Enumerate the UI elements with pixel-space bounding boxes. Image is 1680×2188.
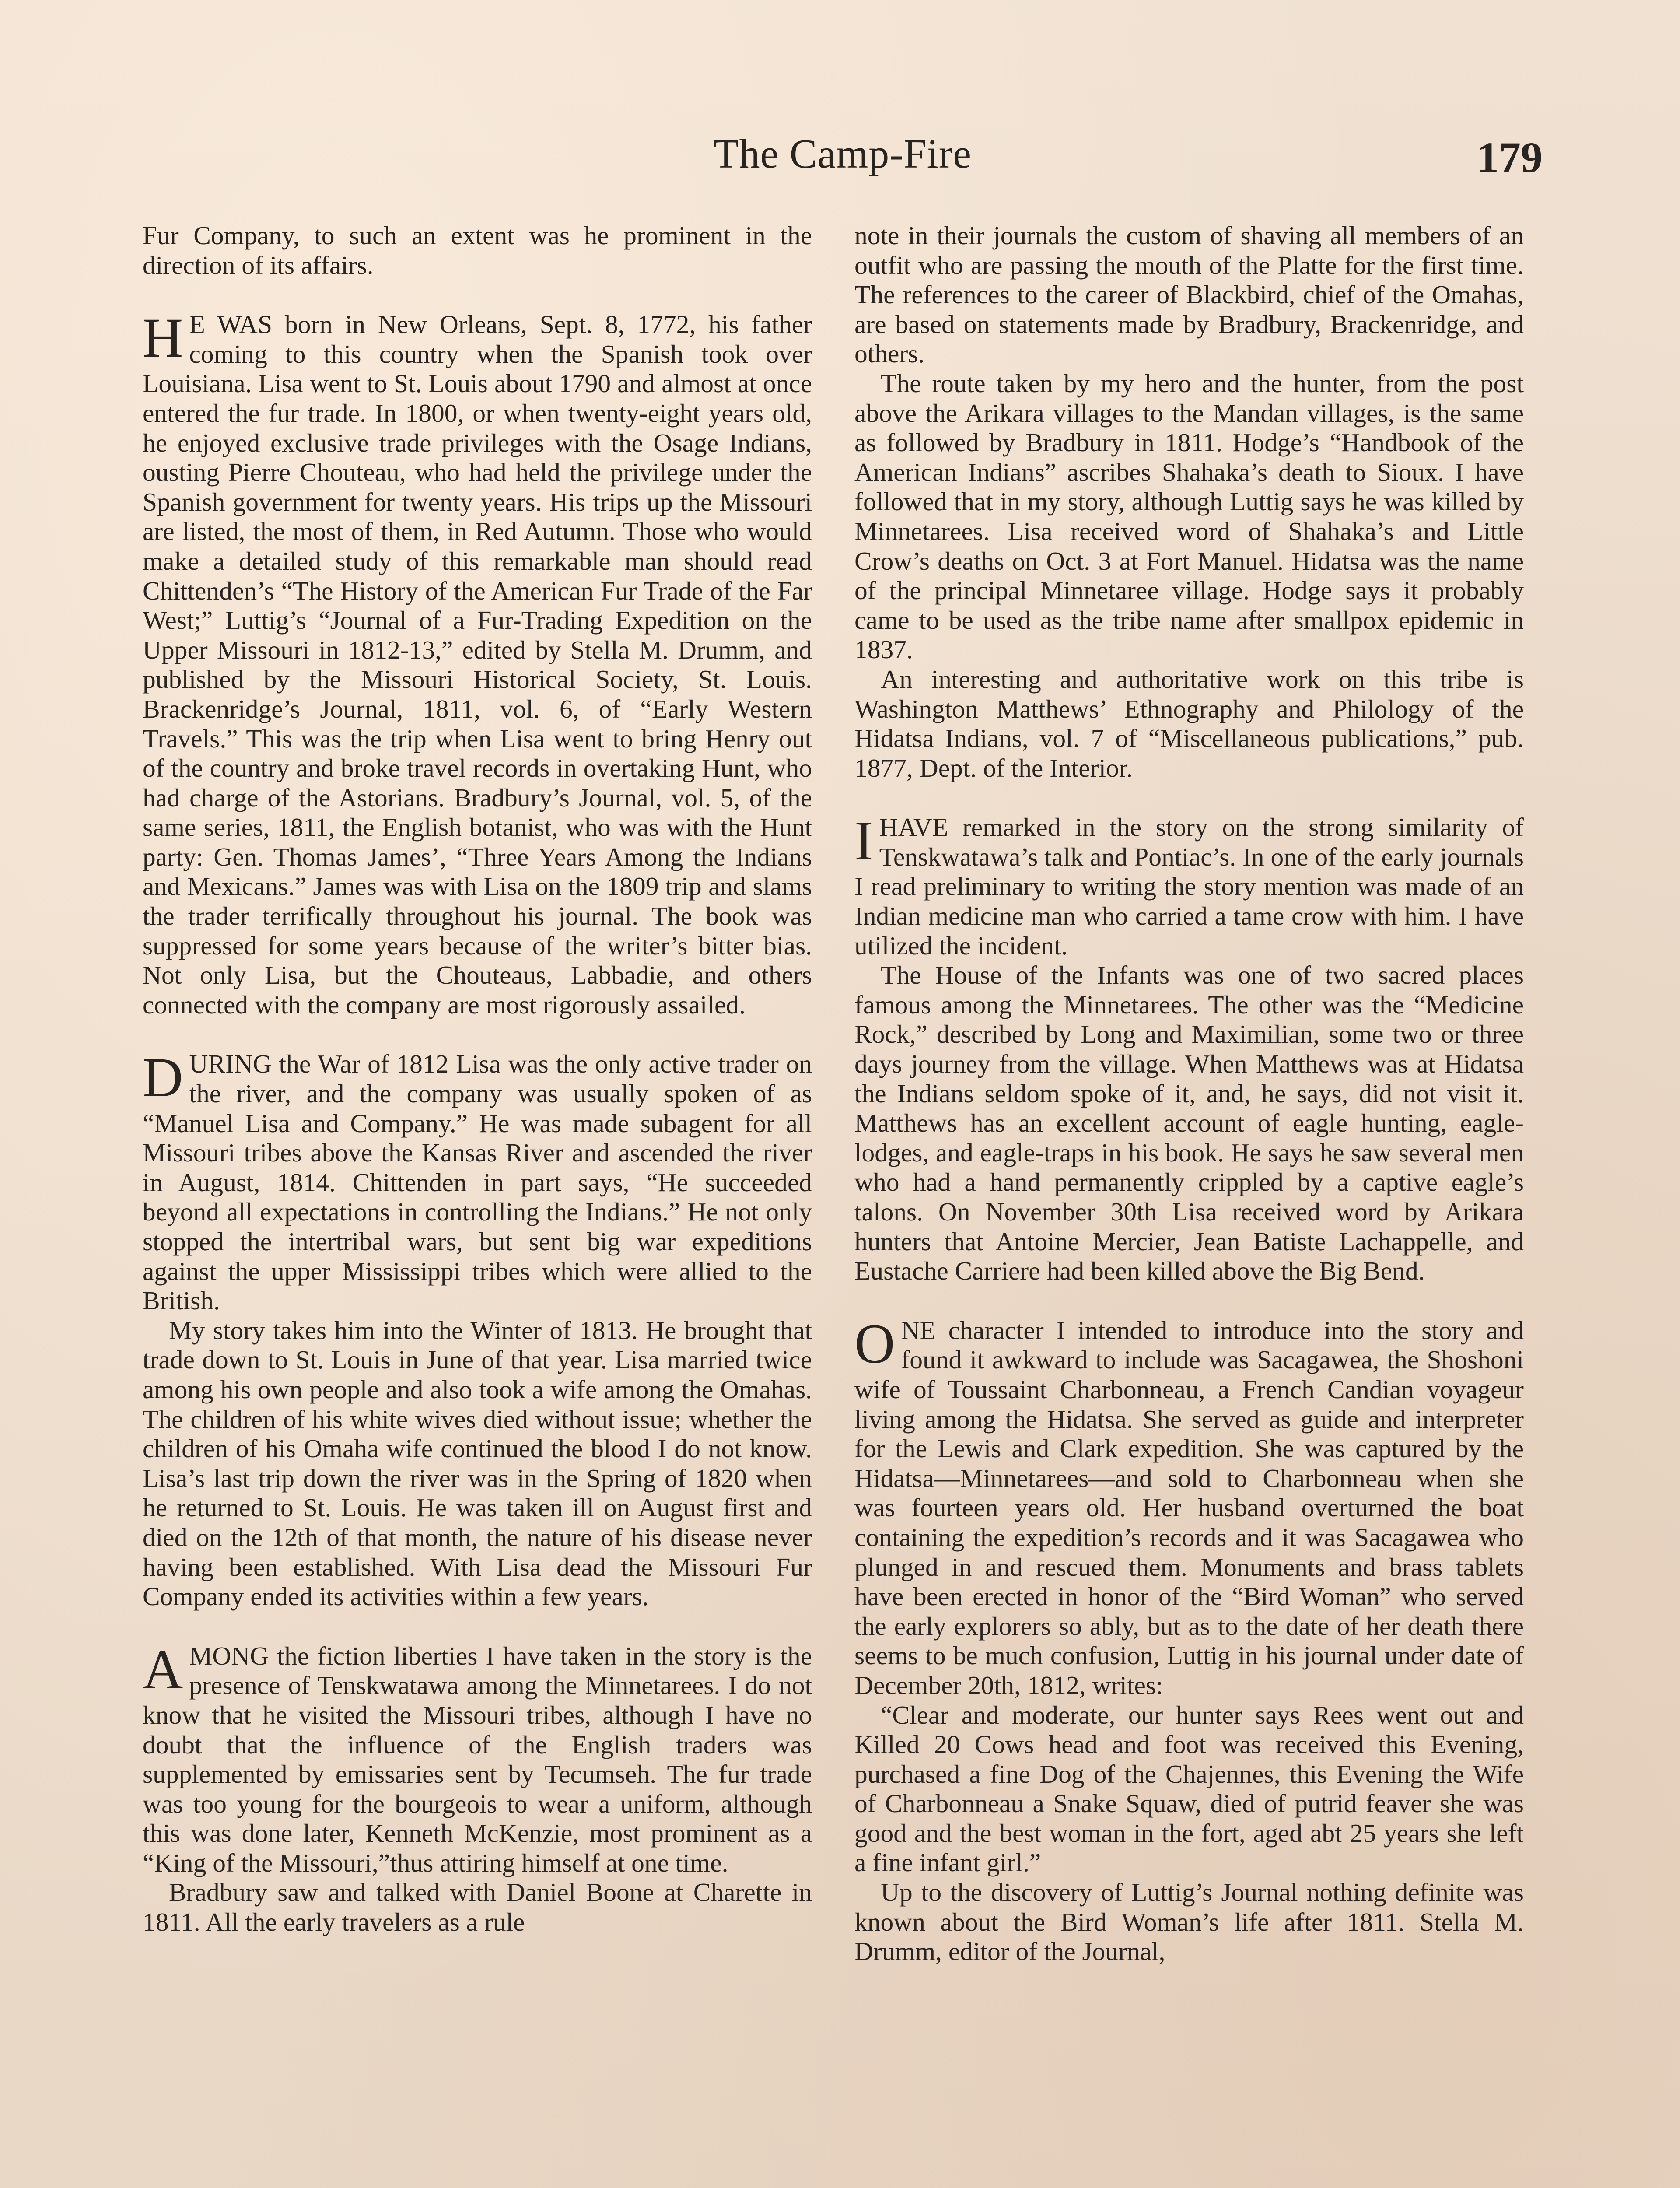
paragraph-text: Fur Company, to such an extent was he prominent in the direction of its affairs. [143,221,812,280]
paragraph [143,1046,812,1315]
paragraph [143,1316,812,1612]
paragraph-text: MONG the fiction liberties I have taken in the story is the presence of Tenskwatawa among the Minnetarees. I do not know that he visited the Missouri tribes, although I have no doubt that the influence of the English traders was supplemented by emissaries sent by Tecumseh. The fur trade was too young for the bourgeois to wear a uniform, although this was done later, Kenneth McKenzie, most prominent as a “King of the Missouri,”thus attiring himself at one time. [143,1641,812,1877]
paragraph-text: The House of the Infants was one of two sacred places famous among the Minnetarees. The other was the “Medicine Rock,” described by Long and Maximilian, some two or three days journey from the village. When Matthews was at Hidatsa the Indians seldom spoke of it, and, he says, did not visit it. Matthews has an excellent account of eagle hunting, eagle-lodges, and eagle-traps in his book. He says he saw several men who had a hand permanently crippled by a captive eagle’s talons. On November 30th Lisa received word by Arikara hunters that Antoine Mercier, Jean Batiste Lachappelle, and Eustache Carriere had been killed above the Big Bend. [854,961,1524,1286]
drop-initial: A [143,1638,183,1701]
paragraph-text: Up to the discovery of Luttig’s Journal nothing definite was known about the Bird Woman’s life after 1811. Stella M. Drumm, editor of the Journal, [854,1878,1524,1966]
paragraph [854,221,1524,369]
paragraph-text: note in their journals the custom of shaving all members of an outfit who are passing the mouth of the Platte for the first time. The references to the career of Blackbird, chief of the Omahas, are based on statements made by Bradbury, Brackenridge, and others. [854,221,1524,368]
page-header [143,128,1543,185]
paragraph-text: Bradbury saw and talked with Daniel Boone at Charette in 1811. All the early travelers as a rule [143,1878,812,1937]
paragraph-text: URING the War of 1812 Lisa was the only active trader on the river, and the company was usually spoken of as “Manuel Lisa and Company.” He was made subagent for all Missouri tribes above the Kansas River and ascended the river in August, 1814. Chittenden in part says, “He succeeded beyond all expectations in controlling the Indians.” He not only stopped the intertribal wars, but sent big war expeditions against the upper Mississippi tribes which were allied to the British. [143,1049,812,1315]
left-column [143,221,812,1937]
paragraph [143,1878,812,1937]
quoted-passage [854,1701,1524,1878]
page-number: 179 [1477,133,1543,182]
paragraph [854,961,1524,1286]
paragraph [854,810,1524,961]
paragraph [854,1878,1524,1967]
paragraph-text: My story takes him into the Winter of 1813. He brought that trade down to St. Louis in June of that year. Lisa married twice among his own people and also took a wife among the Omahas. The children of his white wives died without issue; whether the children of his Omaha wife continued the blood I do not know. Lisa’s last trip down the river was in the Spring of 1820 when he returned to St. Louis. He was taken ill on August first and died on the 12th of that month, the nature of his disease never having been established. With Lisa dead the Missouri Fur Company ended its activities within a few years. [143,1315,812,1611]
paragraph-text: An interesting and authoritative work on this tribe is Washington Matthews’ Ethnography and Philology of the Hidatsa Indians, vol. 7 of “Miscellaneous publications,” pub. 1877, Dept. of the Interior. [854,664,1524,782]
drop-initial: D [143,1046,183,1109]
paragraph [854,1312,1524,1701]
paragraph [854,665,1524,783]
paragraph-text: The route taken by my hero and the hunter, from the post above the Arikara villages to the Mandan villages, is the same as followed by Bradbury in 1811. Hodge’s “Handbook of the American Indians” ascribes Shahaka’s death to Sioux. I have followed that in my story, although Luttig says he was killed by Minnetarees. Lisa received word of Shahaka’s and Little Crow’s deaths on Oct. 3 at Fort Manuel. Hidatsa was the name of the principal Minnetaree village. Hodge says it probably came to be used as the tribe name after smallpox epidemic in 1837. [854,368,1524,664]
drop-initial: H [143,307,183,369]
running-head: The Camp-Fire [714,131,972,177]
paragraph-text: “Clear and moderate, our hunter says Rees went out and Killed 20 Cows head and foot was received this Evening, purchased a fine Dog of the Chajennes, this Evening the Wife of Charbonneau a Snake Squaw, died of putrid feaver she was good and the best woman in the fort, aged abt 25 years she left a fine infant girl.” [854,1700,1524,1877]
paragraph [854,369,1524,665]
paragraph [143,307,812,1020]
paragraph [143,221,812,280]
paragraph [143,1638,812,1878]
drop-initial: I [854,810,873,872]
paragraph-text: HAVE remarked in the story on the strong similarity of Tenskwatawa’s talk and Pontiac’s. In one of the early journals I read preliminary to writing the story mention was made of an Indian medicine man who carried a tame crow with him. I have utilized the incident. [854,813,1524,960]
drop-initial: O [854,1312,895,1375]
paragraph-text: NE character I intended to introduce into the story and found it awkward to include was Sacagawea, the Shoshoni wife of Toussaint Charbonneau, a French Candian voyageur living among the Hidatsa. She served as guide and interpreter for the Lewis and Clark expedition. She was captured by the Hidatsa—Minnetarees—and sold to Charbonneau when she was fourteen years old. Her husband overturned the boat containing the expedition’s records and it was Sacagawea who plunged in and rescued them. Monuments and brass tablets have been erected in honor of the “Bird Woman” who served the early explorers so ably, but as to the date of her death there seems to be much confusion, Luttig in his journal under date of December 20th, 1812, writes: [854,1315,1524,1700]
paragraph-text: E WAS born in New Orleans, Sept. 8, 1772, his father coming to this country when the Spanish took over Louisiana. Lisa went to St. Louis about 1790 and almost at once entered the fur trade. In 1800, or when twenty-eight years old, he enjoyed exclusive trade privileges with the Osage Indians, ousting Pierre Chouteau, who had held the privilege under the Spanish government for twenty years. His trips up the Missouri are listed, the most of them, in Red Autumn. Those who would make a detailed study of this remarkable man should read Chittenden’s “The History of the American Fur Trade of the Far West;” Luttig’s “Journal of a Fur-Trading Expedition on the Upper Missouri in 1812-13,” edited by Stella M. Drumm, and published by the Missouri Historical Society, St. Louis. Brackenridge’s Journal, 1811, vol. 6, of “Early Western Travels.” This was the trip when Lisa went to bring Henry out of the country and broke travel records in overtaking Hunt, who had charge of the Astorians. Bradbury’s Journal, vol. 5, of the same series, 1811, the English botanist, who was with the Hunt party: Gen. Thomas James’, “Three Years Among the Indians and Mexicans.” James was with Lisa on the 1809 trip and slams the trader terrifically throughout his journal. The book was suppressed for some years because of the writer’s bitter bias. Not only Lisa, but the Chouteaus, Labbadie, and others connected with the company are most rigorously assailed. [143,310,812,1019]
right-column [854,221,1524,1967]
